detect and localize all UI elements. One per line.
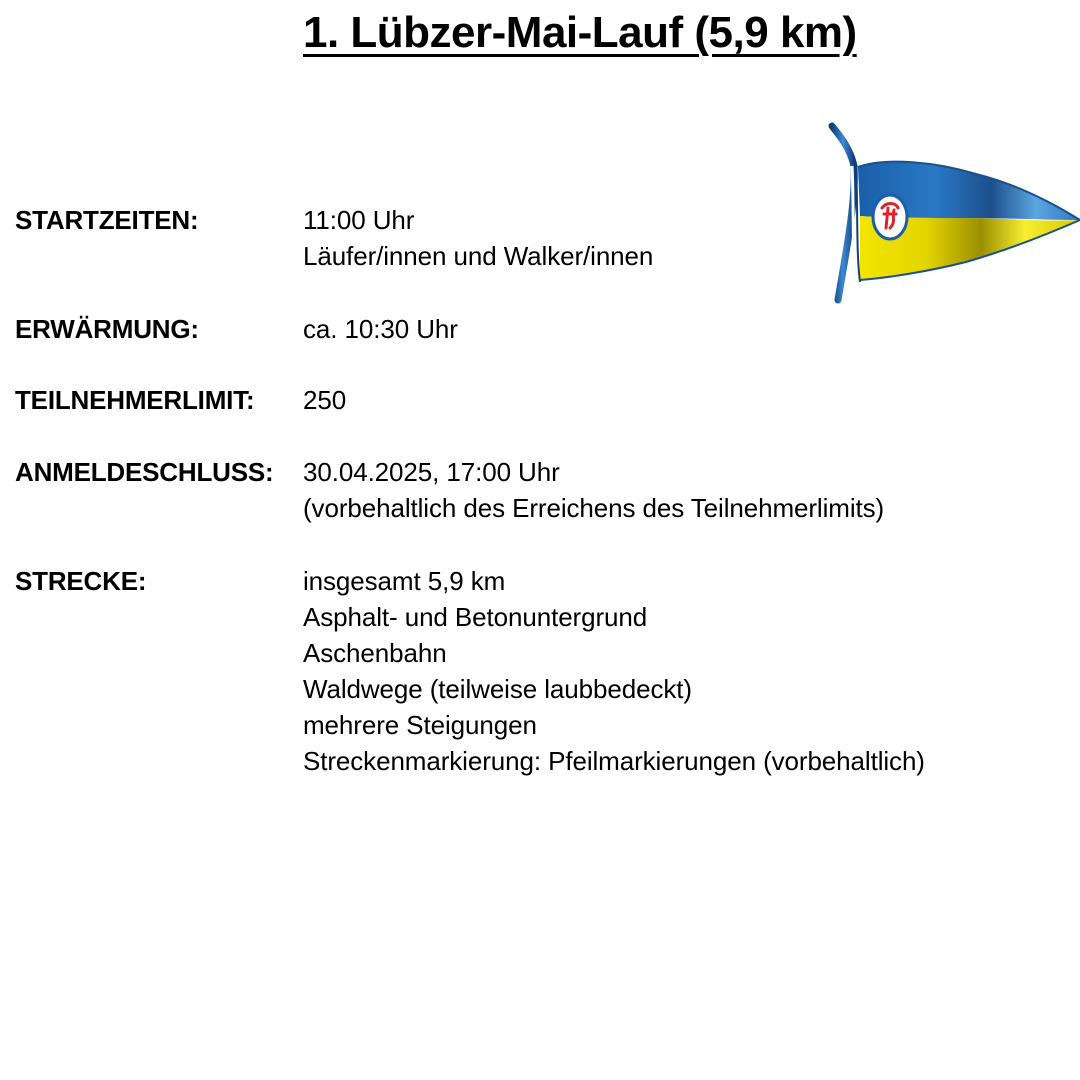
section-values xyxy=(303,311,458,347)
value-line: 30.04.2025, 17:00 Uhr xyxy=(303,457,560,487)
section-label: STRECKE: xyxy=(15,566,147,596)
section-values xyxy=(303,382,346,418)
value-line: Aschenbahn xyxy=(303,638,447,668)
value-line: Streckenmarkierung: Pfeilmarkierungen (vorbehaltlich) xyxy=(303,746,925,776)
value-line: Läufer/innen und Walker/innen xyxy=(303,241,654,271)
section-values xyxy=(303,563,925,779)
value-line: insgesamt 5,9 km xyxy=(303,566,506,596)
section-label: TEILNEHMERLIMIT: xyxy=(15,385,255,415)
section-values xyxy=(303,202,653,274)
value-line: mehrere Steigungen xyxy=(303,710,537,740)
section-label: STARTZEITEN: xyxy=(15,205,199,235)
section-label: ERWÄRMUNG: xyxy=(15,314,199,344)
value-line: (vorbehaltlich des Erreichens des Teilnehmerlimits) xyxy=(303,493,885,523)
pennant-flag-icon xyxy=(826,122,1080,304)
section-values xyxy=(303,454,884,526)
value-line: Asphalt- und Betonuntergrund xyxy=(303,602,648,632)
value-line: 250 xyxy=(303,385,347,415)
section-label: ANMELDESCHLUSS: xyxy=(15,457,274,487)
value-line: Waldwege (teilweise laubbedeckt) xyxy=(303,674,692,704)
page-title: 1. Lübzer-Mai-Lauf (5,9 km) xyxy=(303,8,857,57)
value-line: 11:00 Uhr xyxy=(303,205,415,235)
value-line: ca. 10:30 Uhr xyxy=(303,314,458,344)
